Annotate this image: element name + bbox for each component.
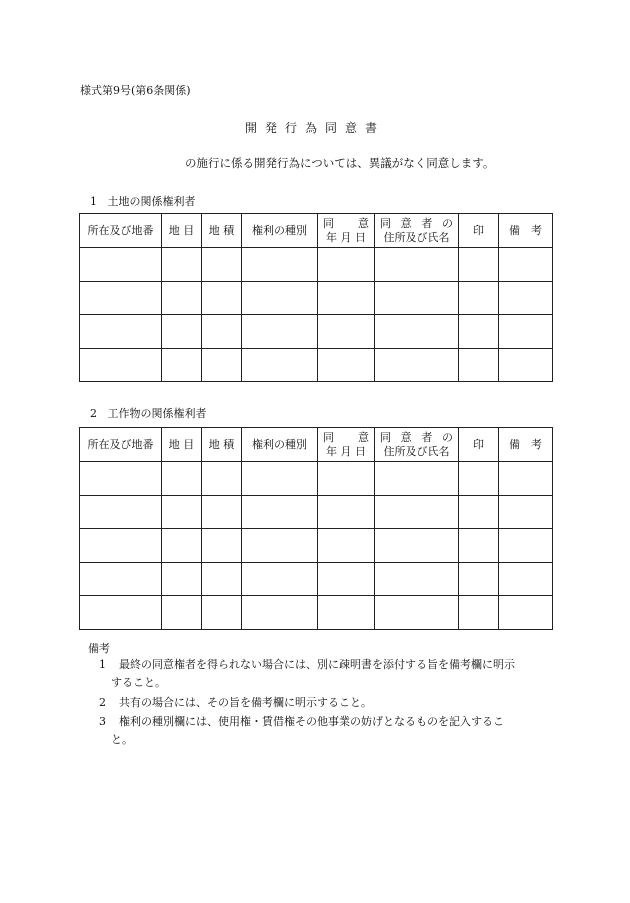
header-right-type: 権利の種別 (242, 428, 318, 462)
table-cell[interactable] (459, 348, 499, 382)
note-text: 権利の種別欄には、使用権・賃借権その他事業の妨げとなるものを記入するこ (119, 715, 504, 728)
notes-heading: 備考 (88, 642, 110, 655)
table-cell[interactable] (162, 248, 202, 282)
table-cell[interactable] (318, 315, 375, 349)
table-cell[interactable] (162, 315, 202, 349)
table-cell[interactable] (202, 529, 242, 563)
table-cell[interactable] (162, 348, 202, 382)
table-cell[interactable] (80, 562, 162, 596)
table-cell[interactable] (499, 315, 553, 349)
table-cell[interactable] (375, 495, 459, 529)
note-item (99, 713, 559, 749)
table-cell[interactable] (375, 281, 459, 315)
note-number: 1 (99, 658, 106, 671)
table-cell[interactable] (499, 462, 553, 496)
header-text: 備 (509, 223, 520, 237)
table-row (80, 462, 553, 496)
table-row (80, 596, 553, 630)
header-area: 地 積 (202, 428, 242, 462)
table-cell[interactable] (499, 562, 553, 596)
section-number: 1 (90, 195, 97, 208)
header-text: 考 (531, 437, 542, 451)
header-right-type: 権利の種別 (242, 214, 318, 248)
header-consenter-address-name (375, 214, 459, 248)
table-header-row (80, 428, 553, 462)
header-text: 者 (421, 430, 433, 444)
header-text: の (441, 430, 453, 444)
table-cell[interactable] (242, 529, 318, 563)
table-cell[interactable] (318, 462, 375, 496)
table-row (80, 248, 553, 282)
header-text: 同 (380, 430, 391, 444)
table-cell[interactable] (202, 495, 242, 529)
table-cell[interactable] (162, 281, 202, 315)
header-area: 地 積 (202, 214, 242, 248)
table-cell[interactable] (459, 248, 499, 282)
header-text: 意 (358, 216, 369, 230)
table-cell[interactable] (242, 495, 318, 529)
table-cell[interactable] (318, 281, 375, 315)
header-text: 備 (509, 437, 520, 451)
table-cell[interactable] (318, 529, 375, 563)
table-cell[interactable] (80, 348, 162, 382)
consent-sentence: の施行に係る開発行為については、異議がなく同意します。 (185, 156, 495, 170)
header-text: 住所及び氏名 (383, 230, 450, 244)
table-cell[interactable] (242, 462, 318, 496)
structure-rights-holders-table (79, 427, 553, 630)
table-cell[interactable] (80, 248, 162, 282)
note-text-continuation: と。 (111, 733, 133, 746)
table-cell[interactable] (499, 596, 553, 630)
table-cell[interactable] (375, 248, 459, 282)
table-row (80, 315, 553, 349)
table-cell[interactable] (80, 315, 162, 349)
table-cell[interactable] (202, 596, 242, 630)
table-row (80, 562, 553, 596)
section-number: 2 (90, 407, 97, 420)
header-seal: 印 (459, 214, 499, 248)
table-cell[interactable] (375, 348, 459, 382)
table-cell[interactable] (459, 462, 499, 496)
table-cell[interactable] (242, 315, 318, 349)
table-cell[interactable] (80, 529, 162, 563)
document-title: 開発行為同意書 (244, 121, 385, 135)
table-cell[interactable] (375, 462, 459, 496)
header-text: 意 (358, 430, 369, 444)
table-cell[interactable] (459, 529, 499, 563)
table-cell[interactable] (202, 562, 242, 596)
table-row (80, 529, 553, 563)
table-cell[interactable] (80, 596, 162, 630)
section-heading-structures (90, 405, 207, 421)
header-location: 所在及び地番 (80, 428, 162, 462)
table-cell[interactable] (499, 281, 553, 315)
table-cell[interactable] (242, 281, 318, 315)
table-cell[interactable] (162, 596, 202, 630)
table-cell[interactable] (375, 315, 459, 349)
header-seal: 印 (459, 428, 499, 462)
header-remarks (499, 428, 553, 462)
header-text: 同 (380, 216, 391, 230)
table-cell[interactable] (162, 495, 202, 529)
header-consent-date (318, 428, 375, 462)
header-text: 同 (323, 430, 334, 444)
table-cell[interactable] (499, 248, 553, 282)
table-cell[interactable] (242, 562, 318, 596)
header-text: 同 (323, 216, 334, 230)
table-cell[interactable] (318, 562, 375, 596)
table-cell[interactable] (459, 596, 499, 630)
note-text: 共有の場合には、その旨を備考欄に明示すること。 (119, 696, 372, 709)
table-cell[interactable] (242, 596, 318, 630)
note-item (99, 694, 559, 712)
table-cell[interactable] (375, 596, 459, 630)
table-cell[interactable] (318, 596, 375, 630)
note-text: 最終の同意権者を得られない場合には、別に疎明書を添付する旨を備考欄に明示 (119, 658, 515, 671)
table-cell[interactable] (318, 248, 375, 282)
table-cell[interactable] (202, 248, 242, 282)
section-label: 工作物の関係権利者 (107, 407, 207, 420)
table-cell[interactable] (499, 529, 553, 563)
header-location: 所在及び地番 (80, 214, 162, 248)
header-text: 者 (421, 216, 433, 230)
header-text: 住所及び氏名 (383, 444, 450, 458)
table-cell[interactable] (162, 562, 202, 596)
table-row (80, 348, 553, 382)
table-cell[interactable] (80, 281, 162, 315)
header-land-category: 地 目 (162, 214, 202, 248)
header-text: 意 (400, 430, 412, 444)
header-text: 意 (400, 216, 412, 230)
table-cell[interactable] (459, 495, 499, 529)
note-item (99, 656, 559, 692)
note-text-continuation: すること。 (111, 676, 166, 689)
header-consenter-address-name (375, 428, 459, 462)
note-number: 3 (99, 715, 106, 728)
header-text: 年 月 日 (326, 230, 366, 244)
table-cell[interactable] (318, 348, 375, 382)
header-land-category: 地 目 (162, 428, 202, 462)
table-row (80, 281, 553, 315)
section-heading-land (90, 193, 196, 209)
table-cell[interactable] (375, 529, 459, 563)
table-row (80, 495, 553, 529)
table-cell[interactable] (162, 462, 202, 496)
header-text: 年 月 日 (326, 444, 366, 458)
header-text: の (441, 216, 453, 230)
header-text: 考 (531, 223, 542, 237)
land-rights-holders-table (79, 213, 553, 382)
header-remarks (499, 214, 553, 248)
table-cell[interactable] (499, 348, 553, 382)
table-cell[interactable] (242, 348, 318, 382)
table-cell[interactable] (202, 348, 242, 382)
table-cell[interactable] (202, 462, 242, 496)
table-cell[interactable] (202, 281, 242, 315)
table-cell[interactable] (318, 495, 375, 529)
note-number: 2 (99, 696, 106, 709)
table-cell[interactable] (375, 562, 459, 596)
table-cell[interactable] (242, 248, 318, 282)
form-number: 様式第9号(第6条関係) (80, 84, 191, 97)
table-cell[interactable] (459, 315, 499, 349)
table-cell[interactable] (459, 562, 499, 596)
table-cell[interactable] (499, 495, 553, 529)
table-cell[interactable] (202, 315, 242, 349)
table-cell[interactable] (459, 281, 499, 315)
table-cell[interactable] (80, 495, 162, 529)
table-cell[interactable] (80, 462, 162, 496)
table-header-row (80, 214, 553, 248)
header-consent-date (318, 214, 375, 248)
section-label: 土地の関係権利者 (107, 195, 196, 208)
table-cell[interactable] (162, 529, 202, 563)
